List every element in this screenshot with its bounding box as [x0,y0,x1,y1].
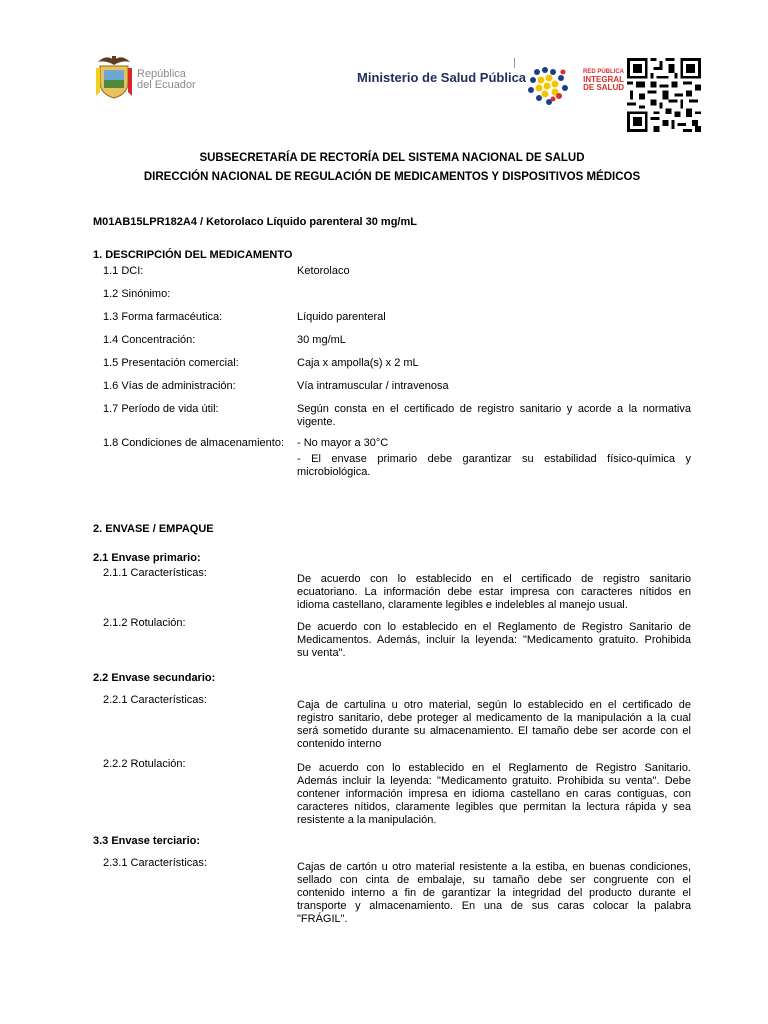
shelf-life-value [297,403,691,429]
secondary-characteristics-label: 2.2.1 Características: [103,694,207,706]
tertiary-characteristics-label: 2.3.1 Características: [103,857,207,869]
primary-labeling-line: Medicamentos. Además, incluir la leyenda: "Medicamento gratuito. Prohibida [297,634,691,646]
section2-heading: 2. ENVASE / EMPAQUE [93,523,214,535]
primary-labeling-text [297,621,691,660]
shelf-life-line1: Según consta en el certificado de registro sanitario y acorde a la normativa [297,403,691,415]
secondary-labeling-line: caracteres nítidos, claramente legibles que permitan la lectura rápida y sea [297,801,691,813]
secondary-characteristics-text [297,699,691,751]
tertiary-characteristics-text [297,861,691,926]
tertiary-characteristics-line: contenido interno a fin de garantizar la integridad del producto durante el [297,887,691,899]
primary-labeling-label: 2.1.2 Rotulación: [103,617,186,629]
shelf-life-line2: vigente. [297,416,336,428]
dci-value: Ketorolaco [297,265,350,277]
presentation-label: 1.5 Presentación comercial: [103,357,239,369]
title-direccion: DIRECCIÓN NACIONAL DE REGULACIÓN DE MEDICAMENTOS Y DISPOSITIVOS MÉDICOS [143,171,641,183]
network-logo-text [578,69,624,92]
primary-labeling-line: De acuerdo con lo establecido en el Reglamento de Registro Sanitario de [297,621,691,633]
routes-value: Vía intramuscular / intravenosa [297,380,449,392]
ministry-name: Ministerio de Salud Pública [357,70,527,85]
dosage-form-value: Líquido parenteral [297,311,386,323]
secondary-labeling-line: De acuerdo con lo establecido en el Reglamento de Registro Sanitario. [297,762,691,774]
country-logo-text [137,69,196,91]
storage-line1: - No mayor a 30°C [297,437,389,449]
primary-characteristics-line: ecuatoriano. La información debe estar impresa con caracteres nítidos en [297,586,691,598]
secondary-labeling-text [297,762,691,827]
secondary-labeling-line: Además incluir la leyenda: "Medicamento gratuito. Prohibida su venta". Debe [297,775,691,787]
storage-line3: microbiológica. [297,466,371,478]
dci-label: 1.1 DCI: [103,265,144,277]
tertiary-characteristics-line: transporte y almacenamiento. En una de sus caras colocar la palabra [297,900,691,912]
routes-label: 1.6 Vías de administración: [103,380,236,392]
primary-labeling-line: su venta". [297,647,346,659]
country-logo-line2: del Ecuador [137,79,196,91]
product-code: M01AB15LPR182A4 / Ketorolaco Líquido parenteral 30 mg/mL [93,216,417,228]
network-map-icon [525,64,575,108]
primary-heading: 2.1 Envase primario: [93,552,201,564]
secondary-labeling-line: contener información impresa en idioma castellano en caras contiguas, con [297,788,691,800]
section1-heading: 1. DESCRIPCIÓN DEL MEDICAMENTO [93,249,293,261]
synonym-label: 1.2 Sinónimo: [103,288,171,300]
primary-characteristics-line: De acuerdo con lo establecido en el certificado de registro sanitario [297,573,691,585]
shelf-life-label: 1.7 Período de vida útil: [103,403,219,415]
presentation-value: Caja x ampolla(s) x 2 mL [297,357,419,369]
dosage-form-label: 1.3 Forma farmacéutica: [103,311,223,323]
qr-code [627,58,701,132]
secondary-labeling-label: 2.2.2 Rotulación: [103,758,186,770]
concentration-label: 1.4 Concentración: [103,334,196,346]
secondary-labeling-line: resistente a la manipulación. [297,814,437,826]
storage-label: 1.8 Condiciones de almacenamiento: [103,437,285,449]
tertiary-characteristics-line: Cajas de cartón u otro material resistente a la estiba, en buenas condiciones, [297,861,691,873]
country-logo-line1: República [137,68,186,80]
secondary-heading: 2.2 Envase secundario: [93,672,216,684]
header-divider [514,58,515,68]
storage-value [297,437,691,479]
network-logo-line1: RED PÚBLICA [582,69,624,75]
secondary-characteristics-line: Caja de cartulina u otro material, según lo establecido en el certificado de [297,699,691,711]
storage-line2: - El envase primario debe garantizar su estabilidad físico-química y [297,453,691,465]
ecuador-coat-of-arms-logo [94,52,134,102]
title-subsecretaria: SUBSECRETARÍA DE RECTORÍA DEL SISTEMA NACIONAL DE SALUD [199,152,585,164]
primary-characteristics-label: 2.1.1 Características: [103,567,207,579]
secondary-characteristics-line: será sometido durante su almacenamiento. El tamaño debe ser acorde con el [297,725,691,737]
tertiary-heading: 3.3 Envase terciario: [93,835,201,847]
network-logo-line2: INTEGRAL [583,75,624,84]
network-logo-line3: DE SALUD [583,83,624,92]
primary-characteristics-text [297,573,691,612]
tertiary-characteristics-line: sellado con cinta de embalaje, su tamaño debe ser congruente con el [297,874,691,886]
secondary-characteristics-line: registro sanitario, debe proteger al medicamento de la manipulación a la cual [297,712,691,724]
tertiary-characteristics-line: "FRÁGIL". [297,913,348,925]
primary-characteristics-line: idioma castellano, claramente legibles e indelebles al manejo usual. [297,599,628,611]
concentration-value: 30 mg/mL [297,334,346,346]
secondary-characteristics-line: contenido interno [297,738,382,750]
